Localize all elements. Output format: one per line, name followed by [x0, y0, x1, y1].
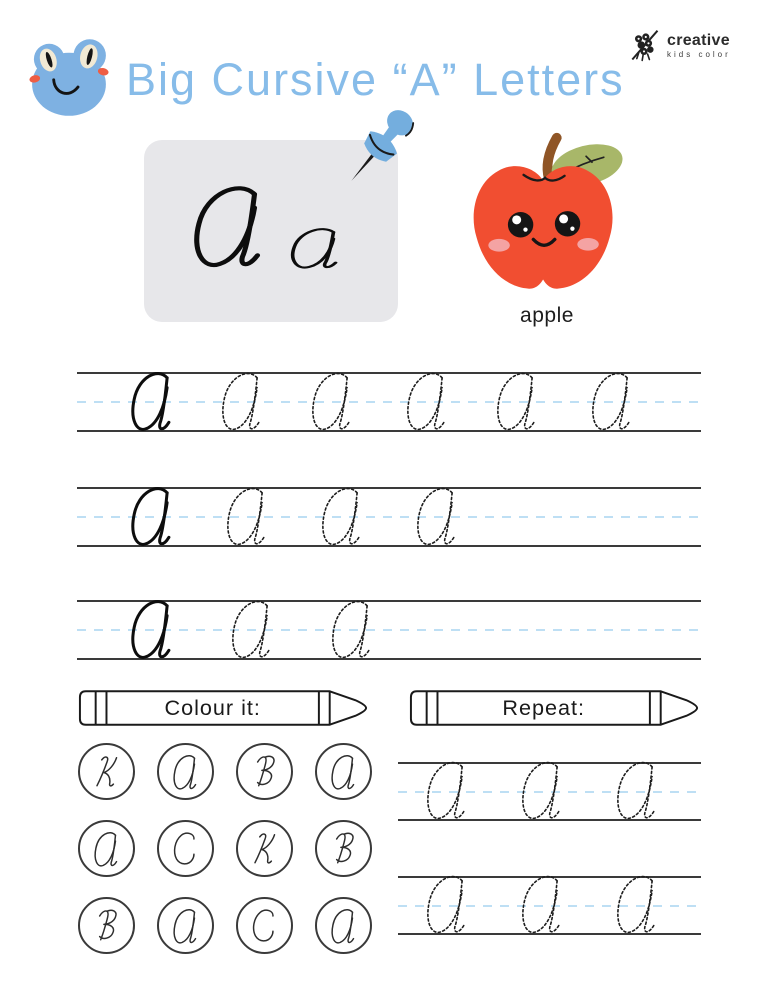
- circle-letter-cursive-A: [171, 907, 200, 945]
- traced-letter-cursive-A: [517, 758, 567, 822]
- colour-it-label: Colour it:: [164, 694, 261, 720]
- logo-bug-pencil-icon: [626, 28, 662, 64]
- traced-letter-cursive-A: [422, 872, 472, 936]
- colour-circle-A: [157, 743, 214, 800]
- circle-letter-cursive-B: [92, 907, 121, 945]
- traced-letter-cursive-A: [402, 369, 452, 433]
- trace-row-1: [77, 372, 701, 432]
- traced-letter-cursive-A: [587, 369, 637, 433]
- repeat-row-1: [398, 762, 701, 821]
- traced-letter-cursive-A: [492, 369, 542, 433]
- traced-letter-cursive-A: [222, 484, 272, 548]
- circle-letter-cursive-K: [92, 753, 121, 791]
- circle-letter-cursive-C: [171, 830, 200, 868]
- circle-letter-cursive-B: [329, 830, 358, 868]
- page-title: Big Cursive “A” Letters: [126, 54, 625, 105]
- colour-circle-A: [157, 897, 214, 954]
- colour-circle-C: [157, 820, 214, 877]
- trace-row-2: [77, 487, 701, 547]
- colour-it-crayon-banner: [76, 688, 371, 728]
- brand-logo: [626, 28, 731, 64]
- circle-letter-cursive-A: [171, 753, 200, 791]
- traced-letter-cursive-A: [227, 597, 277, 661]
- colour-circle-C: [236, 897, 293, 954]
- circle-letter-cursive-A: [329, 907, 358, 945]
- colour-grid: [78, 743, 372, 954]
- colour-circle-K: [78, 743, 135, 800]
- repeat-row-2: [398, 876, 701, 935]
- traced-letter-cursive-A: [612, 872, 662, 936]
- colour-circle-B: [78, 897, 135, 954]
- traced-letter-cursive-A: [412, 484, 462, 548]
- example-capital-cursive-a: [190, 182, 268, 270]
- solid-letter-cursive-A: [127, 369, 177, 433]
- logo-brand-text: creative: [667, 32, 730, 49]
- solid-letter-cursive-A: [127, 597, 177, 661]
- circle-letter-cursive-A: [92, 830, 121, 868]
- repeat-crayon-banner: [407, 688, 702, 728]
- circle-letter-cursive-C: [250, 907, 279, 945]
- colour-circle-B: [315, 820, 372, 877]
- circle-letter-cursive-K: [250, 830, 279, 868]
- circle-letter-cursive-B: [250, 753, 279, 791]
- vocabulary-word: apple: [520, 304, 574, 327]
- colour-circle-B: [236, 743, 293, 800]
- traced-letter-cursive-A: [307, 369, 357, 433]
- example-lowercase-cursive-a: [288, 226, 343, 270]
- colour-circle-A: [315, 743, 372, 800]
- traced-letter-cursive-A: [327, 597, 377, 661]
- traced-letter-cursive-A: [517, 872, 567, 936]
- repeat-label: Repeat:: [502, 694, 585, 720]
- trace-row-3: [77, 600, 701, 660]
- traced-letter-cursive-A: [612, 758, 662, 822]
- solid-letter-cursive-A: [127, 484, 177, 548]
- colour-circle-K: [236, 820, 293, 877]
- traced-letter-cursive-A: [317, 484, 367, 548]
- traced-letter-cursive-A: [217, 369, 267, 433]
- traced-letter-cursive-A: [422, 758, 472, 822]
- circle-letter-cursive-A: [329, 753, 358, 791]
- colour-circle-A: [315, 897, 372, 954]
- frog-icon: [24, 36, 114, 120]
- vocabulary-block: [458, 126, 636, 328]
- colour-circle-A: [78, 820, 135, 877]
- logo-tagline-text: kids color: [667, 50, 731, 59]
- apple-illustration: [458, 126, 636, 302]
